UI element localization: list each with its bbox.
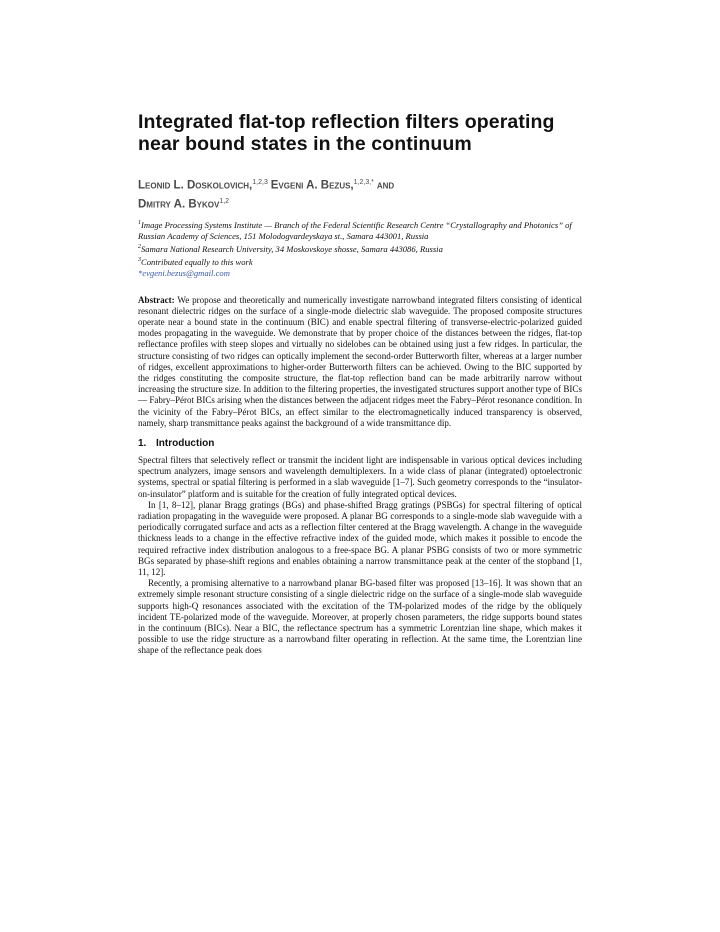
section-heading: [138, 437, 582, 451]
affiliations: [138, 218, 582, 280]
affiliation-1-mark: 1: [138, 220, 141, 226]
affiliation-1-text: Image Processing Systems Institute — Branch of the Federal Scientific Research Centre “Crystallography and Photonics” of Russian Academy of Sciences, 151 Molodogvardeyskaya st., Samara 443001, Russia: [138, 219, 572, 242]
affiliation-1: [138, 218, 582, 242]
author-2-name: Evgeni A. Bezus,: [270, 179, 354, 192]
author-1-name: Leonid L. Doskolovich,: [138, 179, 253, 192]
affiliation-2-text: Samara National Research University, 34 Moskovskoye shosse, Samara 443086, Russia: [141, 244, 443, 255]
affiliation-3-text: Contributed equally to this work: [141, 257, 253, 268]
paragraph-3: Recently, a promising alternative to a narrowband planar BG-based filter was proposed [13–16]. It was shown that an extremely simple resonant structure consisting of a single dielectric ridge on the surface of a single-mode slab waveguide supports high-Q resonances associated with the excitation of the TM-polarized modes of the ridge by the obliquely incident TE-polarized mode of the waveguide. Moreover, at properly chosen parameters, the ridge supports bound states in the continuum (BICs). Near a BIC, the reflectance spectrum has a symmetric Lorentzian line shape, which makes it possible to use the ridge structure as a narrowband filter operating in reflection. At the same time, the Lorentzian line shape of the reflectance peak does: [138, 578, 582, 656]
affiliation-2-mark: 2: [138, 244, 141, 251]
author-list: [138, 175, 582, 212]
abstract-text: We propose and theoretically and numerically investigate narrowband integrated filters consisting of identical resonant dielectric ridges on the surface of a single-mode dielectric slab waveguide. The proposed composite structures operate near a bound state in the continuum (BIC) and enable spectral filtering of transverse-electric-polarized guided modes propagating in the waveguide. We demonstrate that by proper choice of the distances between the ridges, flat-top reflectance profiles with steep slopes and virtually no sidelobes can be obtained using just a few ridges. In particular, the structure consisting of two ridges can optically implement the second-order Butterworth filter, whereas at a larger number of ridges, excellent approximations to higher-order Butterworth filters can be achieved. Owing to the BIC supported by the ridges constituting the composite structure, the flat-top reflection band can be made arbitrarily narrow without increasing the structure size. In addition to the filtering properties, the investigated structures support another type of BICs — Fabry–Pérot BICs arising when the distances between the adjacent ridges meet the Fabry–Pérot resonance condition. In the vicinity of the Fabry–Pérot BICs, an effect similar to the electromagnetically induced transparency is observed, namely, sharp transmittance peaks against the background of a wide transmittance dip.: [138, 294, 582, 428]
section-body: [138, 455, 582, 657]
paper-title: Integrated flat-top reflection filters operating near bound states in the continuum: [138, 111, 555, 155]
author-and: and: [376, 179, 395, 192]
section-number: 1.: [138, 438, 147, 450]
paragraph-1: Spectral filters that selectively reflect or transmit the incident light are indispensable in various optical devices including spectrum analyzers, image sensors and wavelength demultiplexers. In a wide class of planar (integrated) optoelectronic systems, spectral or spatial filtering is performed in a slab waveguide [1–7]. Such geometry corresponds to the “insulator-on-insulator” platform and is suitable for the creation of fully integrated optical devices.: [138, 455, 582, 499]
affiliation-3: [138, 255, 582, 268]
affiliation-2: [138, 242, 582, 255]
author-3-affil: 1,2: [219, 197, 230, 205]
author-1-affil: 1,2,3: [252, 179, 268, 186]
paper-content: [138, 111, 582, 657]
section-title: Introduction: [156, 438, 215, 450]
abstract-label: Abstract:: [138, 294, 175, 305]
paragraph-2: In [1, 8–12], planar Bragg gratings (BGs) and phase-shifted Bragg gratings (PSBGs) for spectral filtering of optical radiation propagating in the waveguide were proposed. A planar BG corresponds to a single-mode slab waveguide with a periodically corrugated surface and acts as a reflection filter centered at the Bragg wavelength. A change in the waveguide thickness leads to a change in the effective refractive index of the guided mode, which makes it possible to encode the required refractive index distribution analogous to a free-space BG. A planar PSBG consists of two or more symmetric BGs separated by phase-shift regions and enables obtaining a narrow transmittance peak at the center of the stopband [1, 11, 12].: [138, 499, 582, 578]
abstract: [138, 295, 582, 429]
affiliation-3-mark: 3: [138, 257, 141, 264]
author-3-name: Dmitry A. Bykov: [138, 198, 220, 210]
author-2-affil: 1,2,3,*: [353, 179, 374, 186]
corresponding-email[interactable]: *evgeni.bezus@gmail.com: [138, 268, 230, 279]
